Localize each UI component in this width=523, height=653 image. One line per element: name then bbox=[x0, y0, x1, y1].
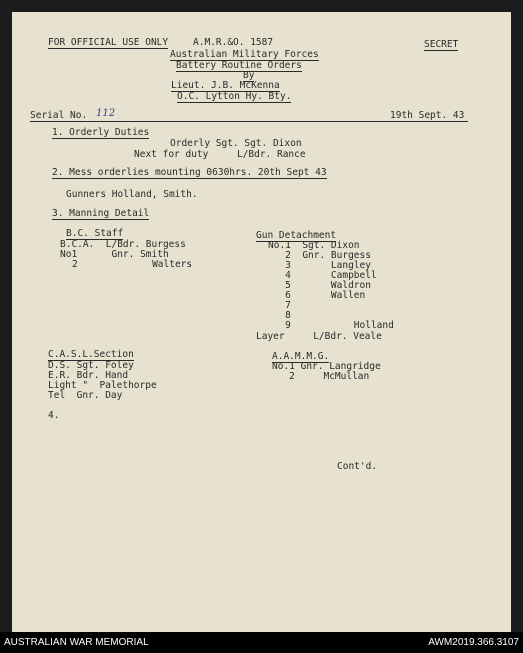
casl-section-title: C.A.S.L.Section bbox=[48, 349, 134, 360]
orderly-sergeant: Orderly Sgt. Sgt. Dixon bbox=[170, 138, 302, 149]
gun-row-4: 4 Campbell bbox=[268, 270, 377, 281]
serial-date: 19th Sept. 43 bbox=[390, 110, 465, 121]
section-3-title: 3. Manning Detail bbox=[52, 208, 150, 219]
bc-staff-row-1: B.C.A. L/Bdr. Burgess bbox=[60, 239, 186, 250]
gun-row-7: 7 bbox=[268, 300, 291, 311]
header-line-1: Australian Military Forces bbox=[170, 49, 319, 60]
gun-row-8: 8 bbox=[268, 310, 291, 321]
gun-row-9: 9 Holland bbox=[268, 320, 394, 331]
aammg-title: A.A.M.M.G. bbox=[272, 351, 330, 362]
casl-row-3: Light " Palethorpe bbox=[48, 380, 157, 391]
header-line-5: O.C. Lytton Hy. Bty. bbox=[177, 91, 292, 102]
header-rule bbox=[30, 121, 468, 122]
mess-orderlies: Gunners Holland, Smith. bbox=[66, 189, 198, 200]
bc-staff-row-3: 2 Walters bbox=[72, 259, 193, 270]
bc-staff-title: B.C. Staff bbox=[66, 228, 124, 239]
gun-layer: Layer L/Bdr. Veale bbox=[256, 331, 382, 342]
gun-row-3: 3 Langley bbox=[268, 260, 371, 271]
footer-institution: AUSTRALIAN WAR MEMORIAL bbox=[4, 637, 149, 648]
bc-staff-row-2: No1 Gnr. Smith bbox=[60, 249, 169, 260]
gun-row-2: 2 Gnr. Burgess bbox=[268, 250, 371, 261]
classification-left: FOR OFFICIAL USE ONLY bbox=[48, 37, 169, 48]
document-page bbox=[12, 12, 511, 632]
header-line-3: By bbox=[243, 70, 255, 81]
section-1-title: 1. Orderly Duties bbox=[52, 127, 150, 138]
casl-row-4: Tel Gnr. Day bbox=[48, 390, 123, 401]
section-4-label: 4. bbox=[48, 410, 60, 421]
gun-detachment-title: Gun Detachment bbox=[256, 230, 337, 241]
casl-row-2: E.R. Bdr. Hand bbox=[48, 370, 129, 381]
serial-label: Serial No. bbox=[30, 110, 88, 121]
casl-row-1: D.S. Sgt. Foley bbox=[48, 360, 134, 371]
gun-row-1: No.1 Sgt. Dixon bbox=[268, 240, 360, 251]
reference-number: A.M.R.&O. 1587 bbox=[193, 37, 274, 48]
classification-secret: SECRET bbox=[424, 39, 459, 50]
next-for-duty: Next for duty L/Bdr. Rance bbox=[134, 149, 306, 160]
archive-footer bbox=[0, 632, 523, 653]
serial-number: 112 bbox=[96, 108, 116, 119]
continued-note: Cont'd. bbox=[337, 461, 378, 472]
gun-row-5: 5 Waldron bbox=[268, 280, 371, 291]
section-2-title: 2. Mess orderlies mounting 0630hrs. 20th Sept 43 bbox=[52, 167, 327, 178]
header-line-4: Lieut. J.B. McKenna bbox=[171, 80, 280, 91]
header-line-2: Battery Routine Orders bbox=[176, 60, 302, 71]
aammg-row-1: No.1 Gnr. Langridge bbox=[272, 361, 381, 372]
gun-row-6: 6 Wallen bbox=[268, 290, 366, 301]
footer-accession-number: AWM2019.366.3107 bbox=[428, 637, 519, 648]
aammg-row-2: 2 McMullan bbox=[272, 371, 370, 382]
